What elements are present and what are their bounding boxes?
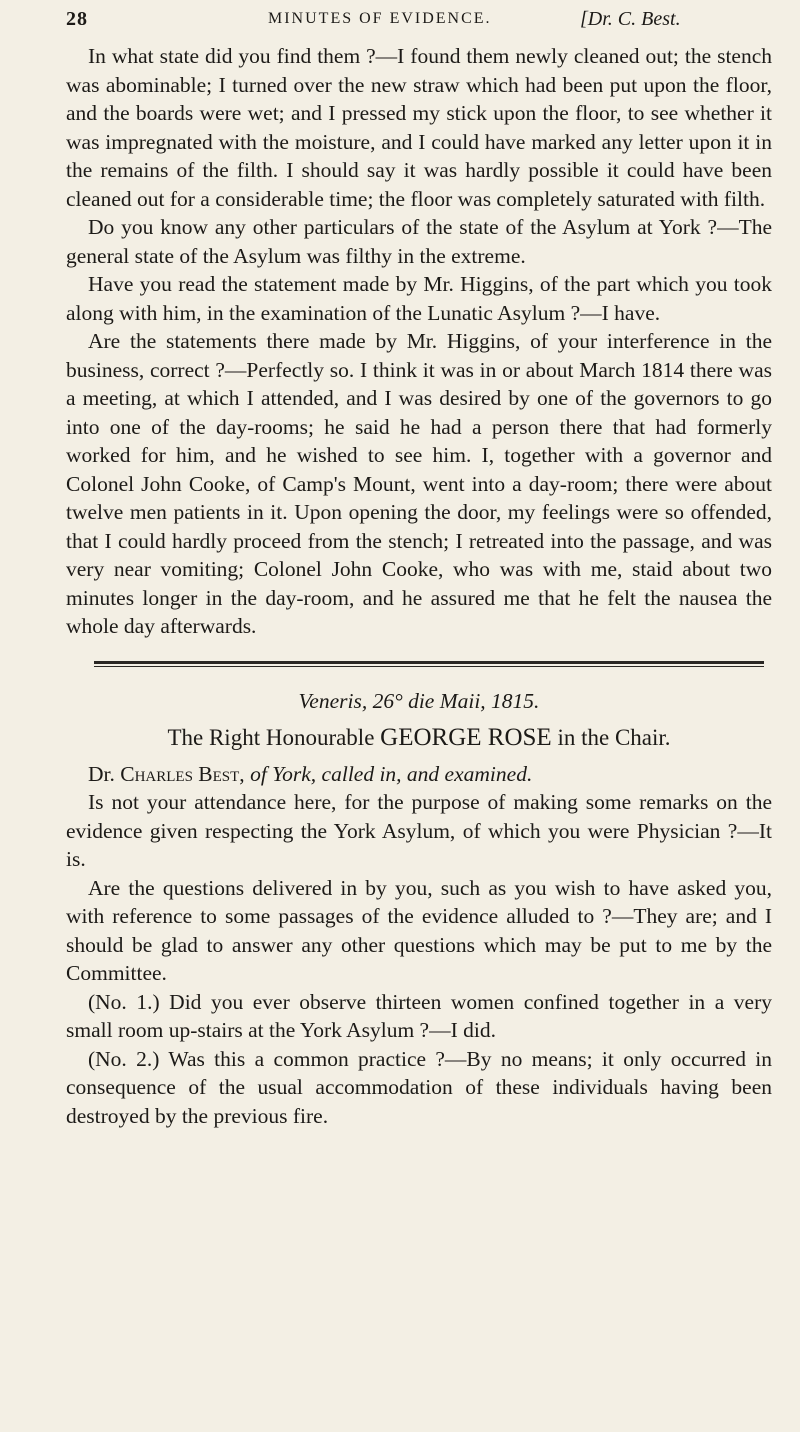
chair-line	[66, 724, 772, 752]
running-title: MINUTES OF EVIDENCE.	[268, 10, 492, 27]
witness-name: Charles Best,	[120, 761, 245, 786]
witness-line	[66, 760, 772, 789]
testimony-new	[66, 788, 772, 1130]
page-header	[66, 6, 772, 42]
paragraph: (No. 2.) Was this a common practice ?—By no means; it only occurred in consequence of the usual accommodation of these individuals having been destroyed by the previous fire.	[66, 1046, 772, 1128]
testimony-continued	[66, 42, 772, 641]
section-divider	[94, 661, 764, 664]
paragraph: Are the questions delivered in by you, such as you wish to have asked you, with reference to some passages of the evidence alluded to ?—They are; and I should be glad to answer any other questions which may be put to me by the Committee.	[66, 875, 772, 985]
witness-reference: [Dr. C. Best.	[580, 8, 681, 30]
chair-suffix: in the Chair.	[557, 724, 671, 750]
paragraph: Have you read the statement made by Mr. Higgins, of the part which you took along with him, in the examination of the Lunatic Asylum ?—I have.	[66, 272, 772, 325]
page-number: 28	[66, 8, 88, 30]
paragraph: In what state did you find them ?—I found them newly cleaned out; the stench was abominable; I turned over the new straw which had been put upon the floor, and the boards were wet; and I pressed my stick upon the floor, to see whether it was impregnated with the moisture, and I could have marked any letter upon it in the remains of the filth. I should say it was hardly possible it could have been cleaned out for a considerable time; the floor was completely saturated with filth.	[66, 44, 772, 211]
paragraph: Is not your attendance here, for the purpose of making some remarks on the evidence given respecting the York Asylum, of which you were Physician ?—It is.	[66, 790, 772, 871]
section-divider-thin	[94, 666, 764, 667]
paragraph: Do you know any other particulars of the state of the Asylum at York ?—The general state of the Asylum was filthy in the extreme.	[66, 215, 772, 268]
witness-title: Dr.	[88, 761, 115, 786]
paragraph: (No. 1.) Did you ever observe thirteen women confined together in a very small room up-stairs at the York Asylum ?—I did.	[66, 989, 772, 1042]
chair-name: GEORGE ROSE	[380, 723, 552, 751]
paragraph: Are the statements there made by Mr. Higgins, of your interference in the business, correct ?—Perfectly so. I think it was in or about March 1814 there was a meeting, at which I attended, and I was desired by one of the governors to go into one of the day-rooms; he said he had a person there that had formerly worked for him, and he wished to see him. I, together with a governor and Colonel John Cooke, of Camp's Mount, went into a day-room; there were about twelve men patients in it. Upon opening the door, my feelings were so offended, that I could hardly proceed from the stench; I retreated into the passage, and was very near vomiting; Colonel John Cooke, who was with me, staid about two minutes longer in the day-room, and he assured me that he felt the nausea the whole day afterwards.	[66, 329, 772, 638]
chair-prefix: The Right Honourable	[167, 724, 375, 750]
session-date: Veneris, 26° die Maii, 1815.	[298, 688, 540, 713]
witness-description: of York, called in, and examined.	[250, 761, 533, 786]
